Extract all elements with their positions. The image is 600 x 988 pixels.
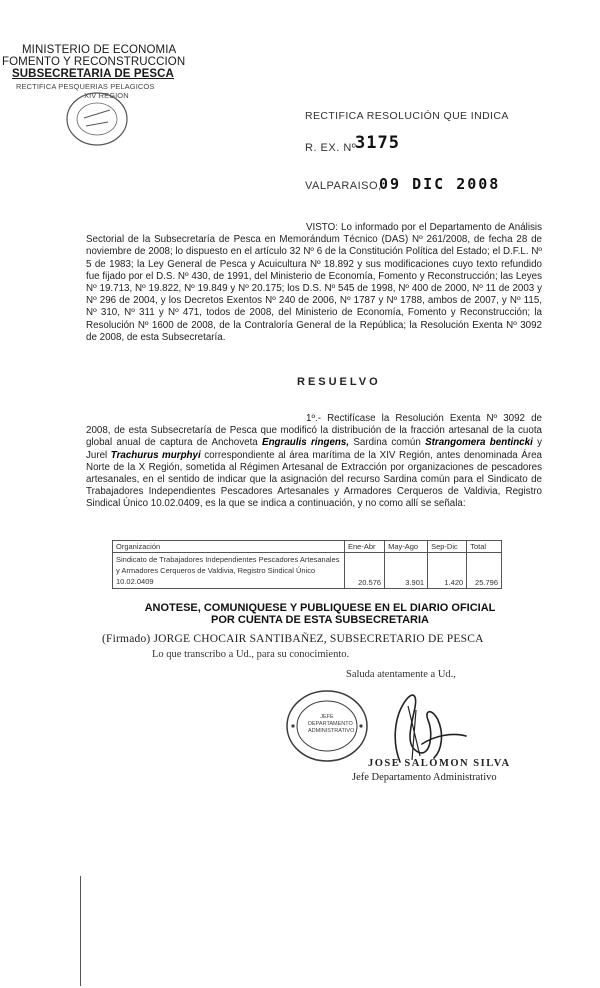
resuelvo-heading: RESUELVO (297, 376, 381, 388)
cell-sep-dic: 1.420 (428, 553, 467, 589)
anotese-block (110, 602, 530, 626)
article-1-paragraph (86, 413, 542, 511)
signer-title: Jefe Departamento Administrativo (352, 772, 497, 783)
article-text-3: y Jurel (86, 437, 542, 461)
anotese-line-2: POR CUENTA DE ESTA SUBSECRETARIA (211, 614, 429, 626)
quota-table (112, 540, 502, 589)
table-row (113, 553, 502, 589)
department-line: RECTIFICA PESQUERIAS PELAGICOS (16, 82, 155, 91)
document-date: 09 DIC 2008 (379, 175, 501, 193)
article-text-1: 1º.- Rectifícase la Resolución Exenta Nº 3092 de 2008, de esta Subsecretaría de Pesca que modificó la distribución de la fracción artesanal de la cuota global anual de captura de Anchoveta (86, 413, 542, 449)
anotese-line-1: ANOTESE, COMUNIQUESE Y PUBLIQUESE EN EL DIARIO OFICIAL (144, 602, 496, 614)
cell-total: 25.796 (467, 553, 502, 589)
region-line: XIV REGION (84, 91, 129, 100)
col-may-ago: May-Ago (385, 541, 428, 553)
species-sardina: Strangomera bentincki (425, 437, 533, 449)
cell-may-ago: 3.901 (385, 553, 428, 589)
table-header-row (113, 541, 502, 553)
resolution-label: R. EX. Nº (305, 142, 357, 154)
document-title: RECTIFICA RESOLUCIÓN QUE INDICA (305, 110, 509, 122)
subsecretaria-line: SUBSECRETARIA DE PESCA (12, 68, 174, 80)
col-sep-dic: Sep-Dic (428, 541, 467, 553)
ministry-line-2: FOMENTO Y RECONSTRUCCION (2, 56, 186, 68)
signer-name: JOSE SALOMON SILVA (368, 758, 511, 769)
firmado-line: (Firmado) JORGE CHOCAIR SANTIBAÑEZ, SUBSECRETARIO DE PESCA (102, 633, 484, 645)
saluda-line: Saluda atentamente a Ud., (346, 669, 456, 680)
cell-organizacion: Sindicato de Trabajadores Independientes Pescadores Artesanales y Armadores Cerqueros de Valdivia, Registro Sindical Único 10.02.0409 (113, 553, 345, 589)
col-total: Total (467, 541, 502, 553)
scan-edge-line (80, 876, 81, 986)
stamp-text: JEFE DEPARTAMENTO ADMINISTRATIVO (308, 714, 355, 734)
resolution-number: 3175 (355, 133, 400, 153)
species-anchoveta: Engraulis ringens, (262, 437, 350, 449)
col-organizacion: Organización (113, 541, 345, 553)
species-jurel: Trachurus murphyi (110, 449, 201, 461)
col-ene-abr: Ene-Abr (345, 541, 385, 553)
article-text-2: Sardina común (349, 437, 426, 449)
transcribe-line: Lo que transcribo a Ud., para su conocimiento. (152, 649, 350, 660)
ministry-line: MINISTERIO DE ECONOMIA (22, 44, 177, 56)
signature-icon (372, 686, 472, 768)
article-text-4: correspondiente al área marítima de la XIV Región, antes denominada Área Norte de la X Región, sometida al Régimen Artesanal de Extracción por organizaciones de pescadores artesanales, en el sentido de indicar que la asignación del recurso Sardina común para el Sindicato de Trabajadores Independientes Pescadores Artesanales y Armadores Cerqueros de Valdivia, Registro Sindical Único 10.02.0409, es la que se indica a continuación, y no como allí se señala: (86, 449, 542, 510)
visto-paragraph: VISTO: Lo informado por el Departamento de Análisis Sectorial de la Subsecretaría de Pesca en Memorándum Técnico (DAS) Nº 261/2008, de fecha 28 de noviembre de 2008; lo dispuesto en el artículo 32 Nº 6 de la Constitución Política del Estado; el D.F.L. Nº 5 de 1983; la Ley General de Pesca y Acuicultura Nº 18.892 y sus modificaciones cuyo texto refundido fue fijado por el D.S. Nº 430, de 1991, del Ministerio de Economía, Fomento y Reconstrucción; las Leyes Nº 19.713, Nº 19.822, Nº 19.849 y Nº 20.175; los D.S. Nº 545 de 1998, Nº 400 de 2000, Nº 11 de 2003 y Nº 296 de 2004, y los Decretos Exentos Nº 240 de 2006, Nº 1787 y Nº 1788, ambos de 2007, y Nº 115, Nº 310, Nº 311 y Nº 471, todos de 2008, del Ministerio de Economía, Fomento y Reconstrucción; la Resolución Nº 1600 de 2008, de la Contraloría General de la República; la Resolución Exenta Nº 3092 de 2008, de esta Subsecretaría. (86, 222, 542, 343)
place-label: VALPARAISO, (305, 180, 382, 192)
header-stamp-icon (62, 88, 132, 150)
department-stamp (284, 688, 370, 764)
cell-ene-abr: 20.576 (345, 553, 385, 589)
